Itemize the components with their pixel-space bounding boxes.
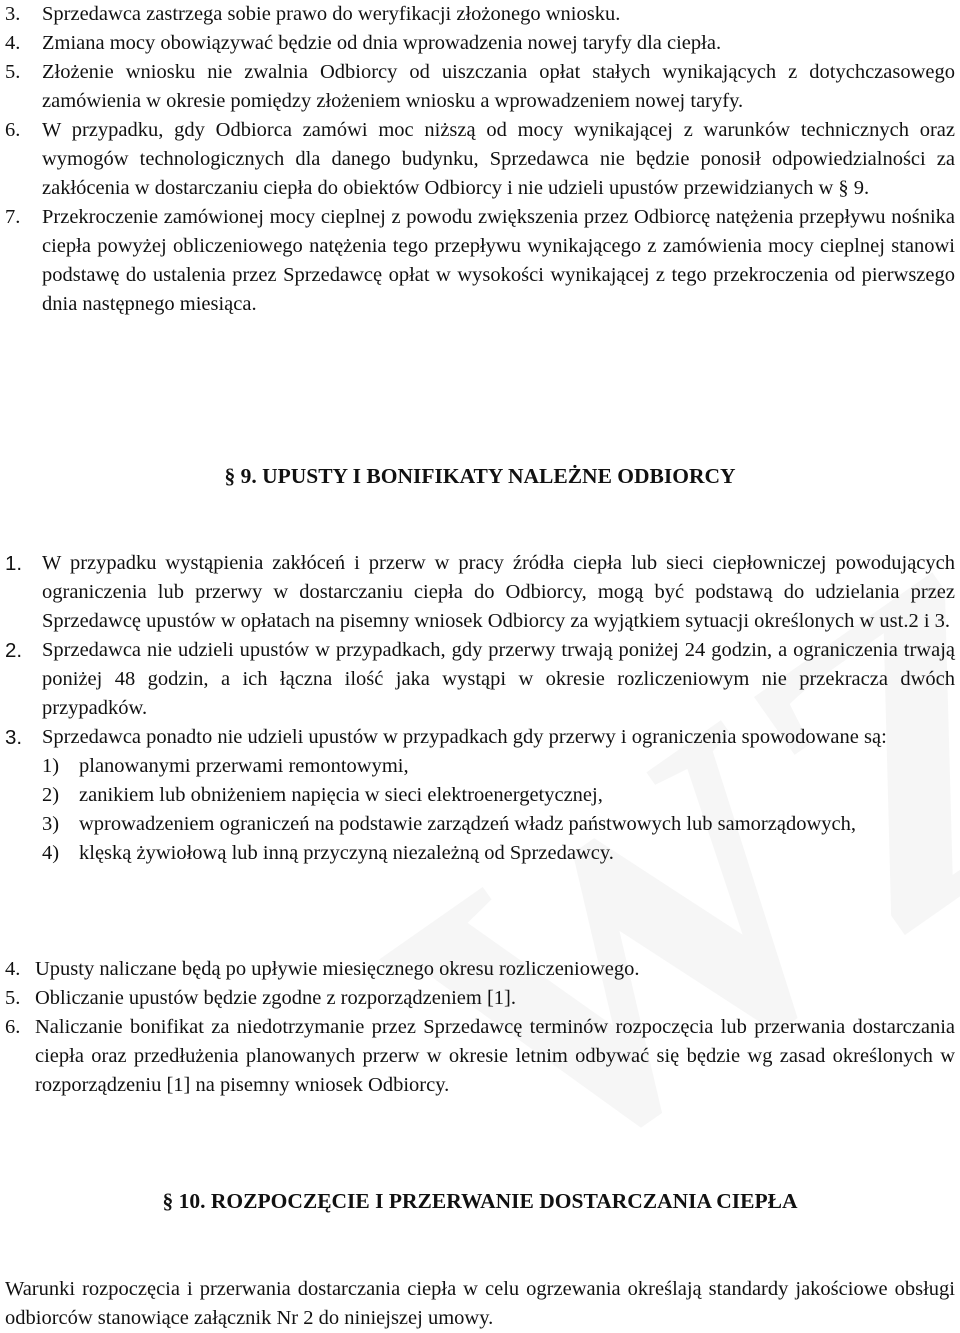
list-item-text: Upusty naliczane będą po upływie miesięcznego okresu rozliczeniowego. <box>35 958 640 980</box>
section-10-paragraph <box>5 1275 955 1333</box>
list-item-text: Obliczanie upustów będzie zgodne z rozporządzeniem [1]. <box>35 987 516 1009</box>
list-item-number: 6. <box>5 1016 21 1038</box>
sub-list-item <box>42 752 955 781</box>
list-item-number: 7. <box>5 206 21 228</box>
list-item-text: Sprzedawca zastrzega sobie prawo do weryfikacji złożonego wniosku. <box>42 3 621 25</box>
list-item <box>5 203 955 319</box>
list-item-text: Sprzedawca ponadto nie udzieli upustów w przypadkach gdy przerwy i ograniczenia spowodowane są: <box>42 726 887 748</box>
list-item <box>5 0 955 29</box>
list-item-number: 6. <box>5 119 21 141</box>
section-9-list-continued <box>5 955 955 1100</box>
list-item-text: Złożenie wniosku nie zwalnia Odbiorcy od uiszczania opłat stałych wynikających z dotychczasowego zamówienia w okresie pomiędzy złożeniem wniosku a wprowadzeniem nowej taryfy. <box>42 61 955 112</box>
list-item-text: Sprzedawca nie udzieli upustów w przypadkach, gdy przerwy trwają poniżej 24 godzin, a ograniczenia trwają poniżej 48 godzin, a ich łączna ilość jaka wystąpi w okresie rozliczeniowym nie przekracza dwóch przypadków. <box>42 639 955 719</box>
list-item-number: 3. <box>5 3 21 25</box>
section-10-heading: § 10. ROZPOCZĘCIE I PRZERWANIE DOSTARCZANIA CIEPŁA <box>162 1189 798 1213</box>
list-item-number: 2. <box>5 639 23 662</box>
list-item <box>5 723 955 868</box>
list-item-text: Zmiana mocy obowiązywać będzie od dnia wprowadzenia nowej taryfy dla ciepła. <box>42 32 722 54</box>
list-item <box>5 984 955 1013</box>
list-item-text: W przypadku wystąpienia zakłóceń i przerw w pracy źródła ciepła lub sieci ciepłowniczej powodujących ograniczenia lub przerwy w dostarczaniu ciepła do Odbiorcy, mogą być podstawą do udzielania przez Sprzedawcę upustów w opłatach na pisemny wniosek Odbiorcy za wyjątkiem sytuacji określonych w ust.2 i 3. <box>42 552 955 632</box>
list-item <box>5 1013 955 1100</box>
list-item <box>5 955 955 984</box>
list-item-number: 4. <box>5 958 21 980</box>
list-item <box>5 58 955 116</box>
sub-list-item-number: 4) <box>42 842 60 864</box>
list-item-text: Naliczanie bonifikat za niedotrzymanie przez Sprzedawcę terminów rozpoczęcia lub przerwania dostarczania ciepła oraz przedłużenia planowanych przerw w okresie letnim odbywać się będzie wg zasad określonych w rozporządzeniu [1] na pisemny wniosek Odbiorcy. <box>35 1016 955 1096</box>
sub-list <box>42 752 955 868</box>
section-8-list-continued <box>5 0 955 319</box>
sub-list-item <box>42 810 955 839</box>
sub-list-item-number: 3) <box>42 813 60 835</box>
section-9-list <box>5 549 955 868</box>
paragraph-text: Warunki rozpoczęcia i przerwania dostarczania ciepła w celu ogrzewania określają standardy jakościowe obsługi odbiorców stanowiące załącznik Nr 2 do niniejszej umowy. <box>5 1278 955 1329</box>
list-item <box>5 29 955 58</box>
list-item-number: 5. <box>5 61 21 83</box>
sub-list-item <box>42 839 955 868</box>
list-item-number: 5. <box>5 987 21 1009</box>
list-item-number: 1. <box>5 552 23 575</box>
sub-list-item-text: klęską żywiołową lub inną przyczyną niezależną od Sprzedawcy. <box>79 842 614 864</box>
list-item <box>5 549 955 636</box>
sub-list-item-text: wprowadzeniem ograniczeń na podstawie zarządzeń władz państwowych lub samorządowych, <box>79 813 856 835</box>
list-item-text: W przypadku, gdy Odbiorca zamówi moc niższą od mocy wynikającej z warunków technicznych oraz wymogów technologicznych dla danego budynku, Sprzedawca nie będzie ponosił odpowiedzialności za zakłócenia w dostarczaniu ciepła do obiektów Odbiorcy i nie udzieli upustów przewidzianych w § 9. <box>42 119 955 199</box>
list-item-number: 4. <box>5 32 21 54</box>
list-item-number: 3. <box>5 726 23 749</box>
section-9-heading: § 9. UPUSTY I BONIFIKATY NALEŻNE ODBIORCY <box>224 464 736 488</box>
sub-list-item-text: planowanymi przerwami remontowymi, <box>79 755 409 777</box>
sub-list-item-number: 2) <box>42 784 60 806</box>
list-item-text: Przekroczenie zamówionej mocy cieplnej z powodu zwiększenia przez Odbiorcę natężenia przepływu nośnika ciepła powyżej obliczeniowego natężenia tego przepływu wynikającego z zamówienia mocy cieplnej stanowi podstawę do ustalenia przez Sprzedawcę opłat w wysokości wynikającej z tego przekroczenia od pierwszego dnia następnego miesiąca. <box>42 206 955 315</box>
sub-list-item-text: zanikiem lub obniżeniem napięcia w sieci elektroenergetycznej, <box>79 784 603 806</box>
list-item <box>5 636 955 723</box>
list-item <box>5 116 955 203</box>
sub-list-item-number: 1) <box>42 755 60 777</box>
sub-list-item <box>42 781 955 810</box>
